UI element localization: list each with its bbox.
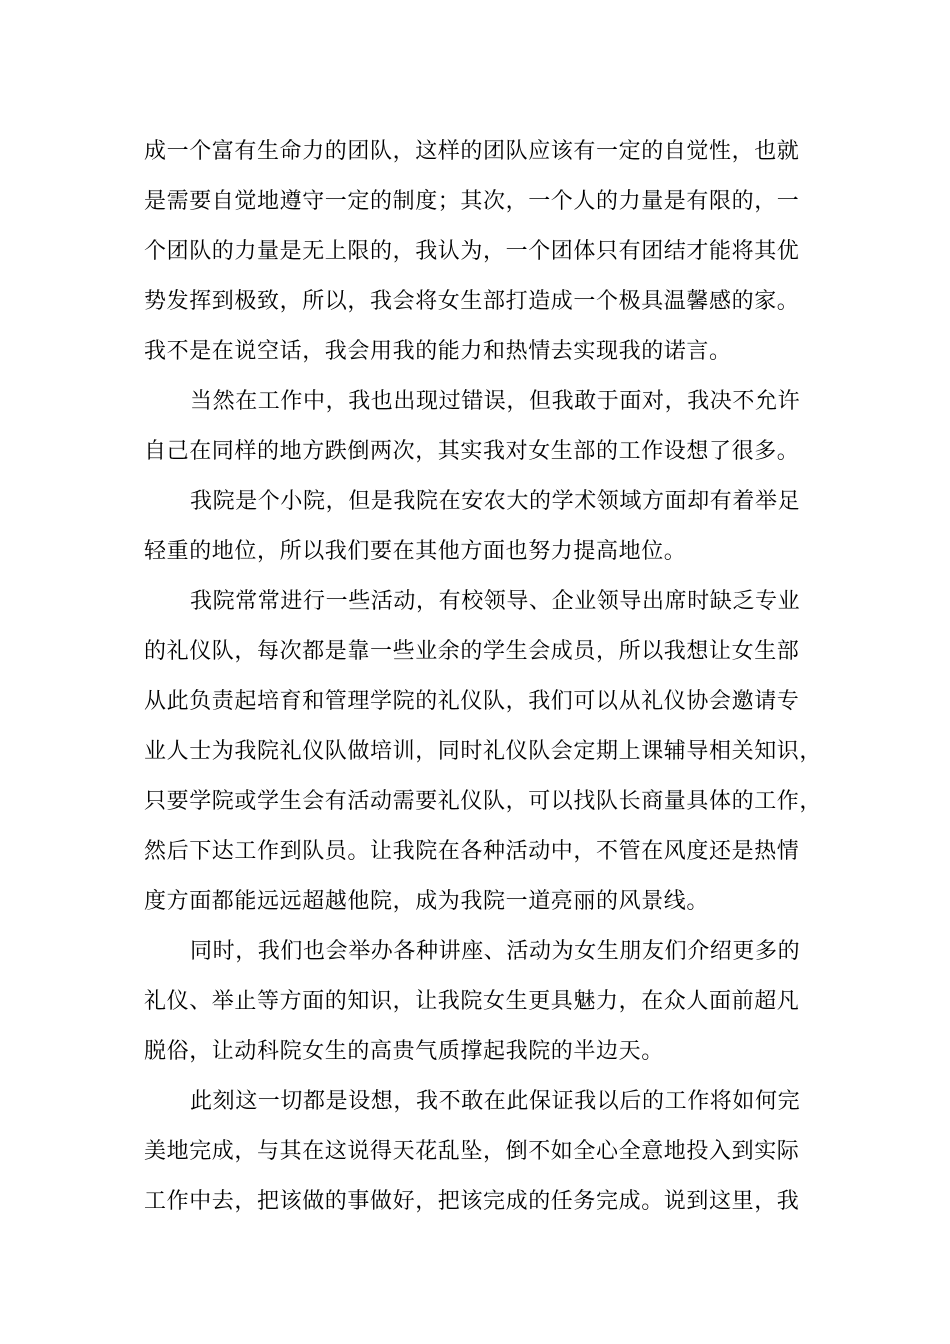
text-line: 同时，我们也会举办各种讲座、活动为女生朋友们介绍更多的 xyxy=(190,939,801,964)
text-line: 是需要自觉地遵守一定的制度；其次，一个人的力量是有限的，一 xyxy=(144,189,800,214)
text-line: 工作中去，把该做的事做好，把该完成的任务完成。说到这里，我 xyxy=(144,1189,800,1214)
text-line: 此刻这一切都是设想，我不敢在此保证我以后的工作将如何完 xyxy=(190,1089,801,1114)
text-line: 然后下达工作到队员。让我院在各种活动中，不管在风度还是热情 xyxy=(144,839,800,864)
text-line: 礼仪、举止等方面的知识，让我院女生更具魅力，在众人面前超凡 xyxy=(144,989,800,1014)
text-line: 度方面都能远远超越他院，成为我院一道亮丽的风景线。 xyxy=(144,889,710,914)
text-line: 的礼仪队，每次都是靠一些业余的学生会成员，所以我想让女生部 xyxy=(144,639,800,664)
text-line: 自己在同样的地方跌倒两次，其实我对女生部的工作设想了很多。 xyxy=(144,439,800,464)
text-line: 从此负责起培育和管理学院的礼仪队，我们可以从礼仪协会邀请专 xyxy=(144,689,800,714)
text-line: 个团队的力量是无上限的，我认为，一个团体只有团结才能将其优 xyxy=(144,239,800,264)
text-line: 当然在工作中，我也出现过错误，但我敢于面对，我决不允许 xyxy=(190,389,801,414)
text-line: 我院常常进行一些活动，有校领导、企业领导出席时缺乏专业 xyxy=(190,589,801,614)
text-line: 脱俗，让动科院女生的高贵气质撑起我院的半边天。 xyxy=(144,1039,664,1064)
text-line: 只要学院或学生会有活动需要礼仪队，可以找队长商量具体的工作， xyxy=(144,789,823,814)
text-line: 我院是个小院，但是我院在安农大的学术领域方面却有着举足 xyxy=(190,489,801,514)
text-line: 势发挥到极致，所以，我会将女生部打造成一个极具温馨感的家。 xyxy=(144,289,800,314)
text-line: 成一个富有生命力的团队，这样的团队应该有一定的自觉性，也就 xyxy=(144,139,800,164)
text-line: 美地完成，与其在这说得天花乱坠，倒不如全心全意地投入到实际 xyxy=(144,1139,800,1164)
text-line: 我不是在说空话，我会用我的能力和热情去实现我的诺言。 xyxy=(144,339,732,364)
text-line: 轻重的地位，所以我们要在其他方面也努力提高地位。 xyxy=(144,539,687,564)
text-line: 业人士为我院礼仪队做培训，同时礼仪队会定期上课辅导相关知识， xyxy=(144,739,823,764)
